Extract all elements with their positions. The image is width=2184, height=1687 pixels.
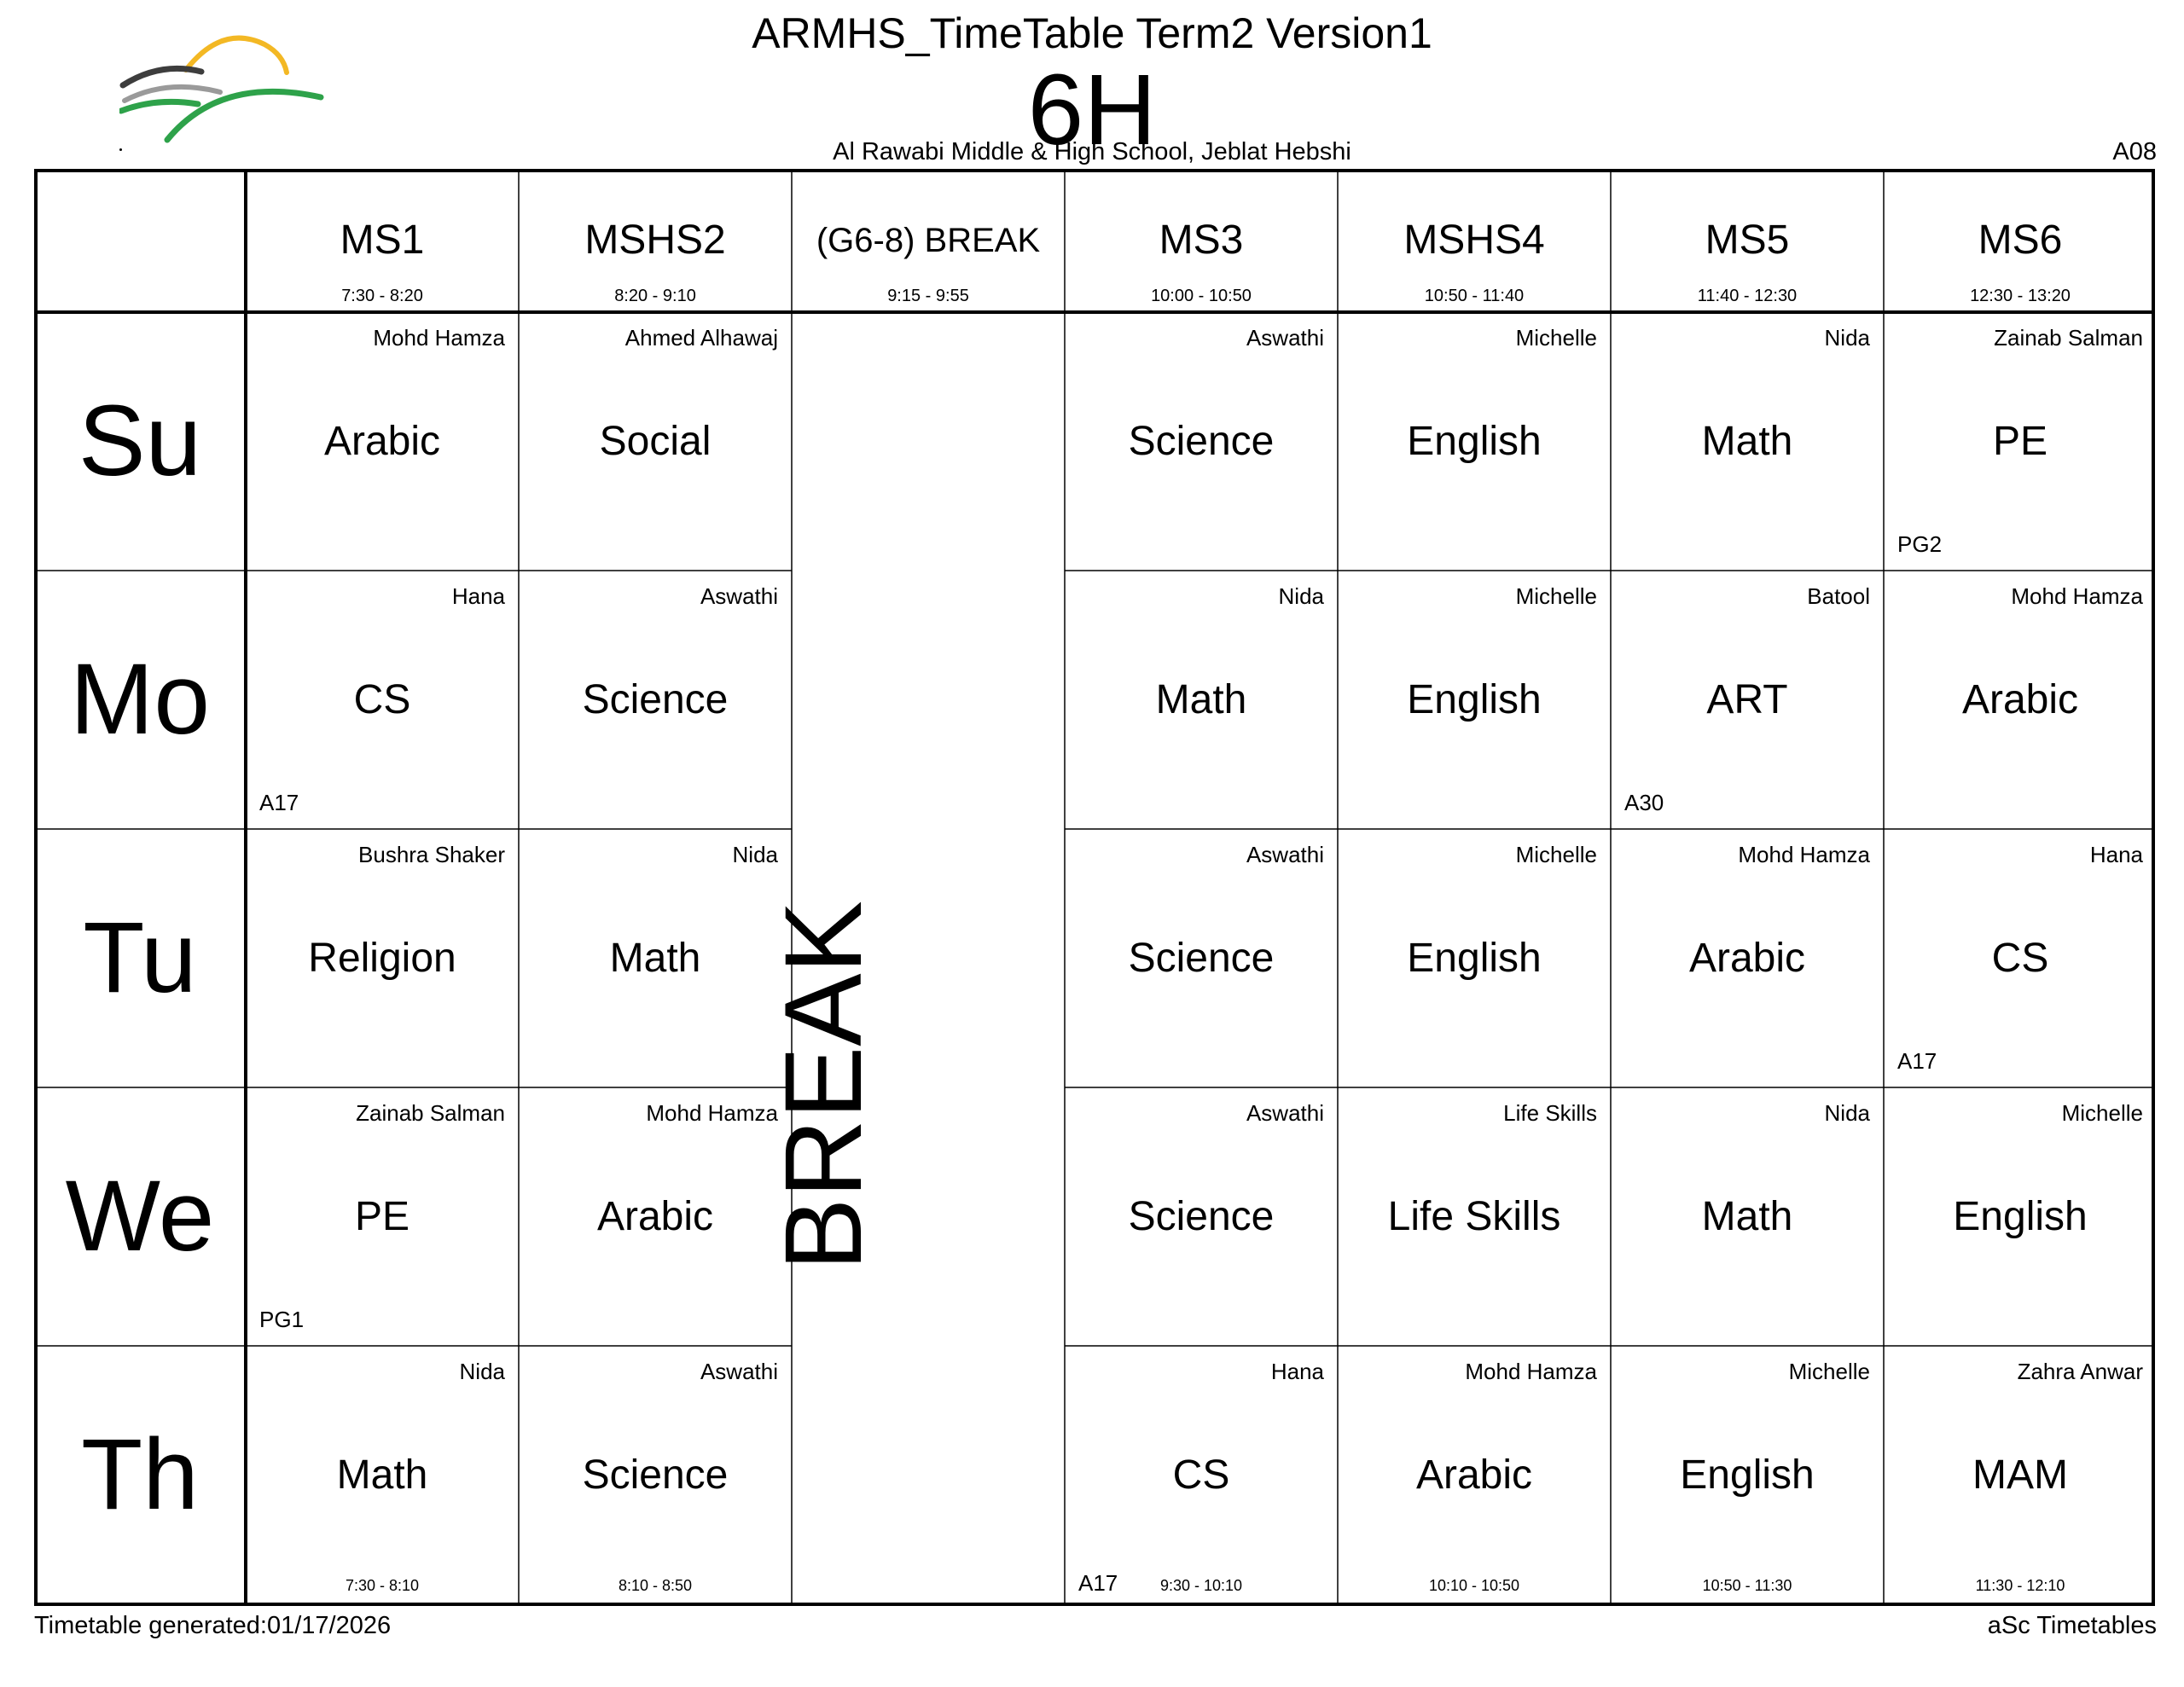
subject-name: English — [1407, 936, 1542, 981]
lesson-cell — [1611, 571, 1884, 829]
period-header-ms3: MS3 — [1159, 217, 1244, 263]
lesson-cell — [1338, 829, 1611, 1087]
lesson-cell — [519, 571, 792, 829]
teacher-name: Mohd Hamza — [646, 1100, 778, 1126]
day-label-we: We — [65, 1160, 215, 1272]
teacher-name: Aswathi — [700, 583, 778, 609]
lesson-cell — [1065, 829, 1338, 1087]
lesson-cell — [1338, 1346, 1611, 1604]
lesson-cell — [1065, 312, 1338, 571]
day-label-mo: Mo — [70, 643, 210, 756]
subject-name: CS — [1172, 1452, 1230, 1498]
lesson-cell — [519, 312, 792, 571]
subject-name: CS — [353, 677, 411, 722]
lesson-cell — [1338, 1087, 1611, 1346]
teacher-name: Nida — [1824, 325, 1870, 351]
subject-name: CS — [1991, 936, 2049, 981]
period-time-mshs2: 8:20 - 9:10 — [614, 287, 696, 305]
subject-name: Religion — [308, 936, 456, 981]
lesson-cell — [246, 571, 519, 829]
lesson-cell — [1338, 312, 1611, 571]
lesson-cell — [1065, 1087, 1338, 1346]
subject-name: Arabic — [1415, 1452, 1533, 1498]
lesson-cell — [1065, 1346, 1338, 1604]
subject-name: Science — [1128, 1194, 1275, 1239]
subject-name: Social — [599, 419, 712, 464]
school-name: Al Rawabi Middle & High School, Jeblat Hebshi — [833, 138, 1351, 165]
teacher-name: Aswathi — [1246, 842, 1324, 867]
subject-name: Science — [582, 677, 729, 722]
lesson-cell — [519, 829, 792, 1087]
subject-name: Math — [609, 936, 701, 981]
subject-name: English — [1680, 1452, 1815, 1498]
lesson-cell — [1611, 1087, 1884, 1346]
lesson-cell — [246, 1346, 519, 1604]
room-code: A17 — [259, 790, 299, 815]
subject-name: MAM — [1972, 1452, 2068, 1498]
teacher-name: Batool — [1807, 583, 1870, 609]
period-header-ms1: MS1 — [340, 217, 425, 263]
subject-name: English — [1407, 419, 1542, 464]
teacher-name: Ahmed Alhawaj — [624, 325, 778, 351]
teacher-name: Mohd Hamza — [373, 325, 505, 351]
teacher-name: Michelle — [1515, 583, 1597, 609]
lesson-time: 7:30 - 8:10 — [345, 1577, 420, 1594]
teacher-name: Aswathi — [1246, 1100, 1324, 1126]
room-code: A17 — [1897, 1048, 1937, 1074]
teacher-name: Hana — [2089, 842, 2143, 867]
lesson-cell — [1884, 1346, 2157, 1604]
subject-name: Arabic — [323, 419, 441, 464]
lesson-time: 11:30 - 12:10 — [1975, 1577, 2065, 1594]
period-time-ms3: 10:00 - 10:50 — [1151, 287, 1252, 305]
period-time-mshs4: 10:50 - 11:40 — [1424, 287, 1525, 305]
subject-name: PE — [354, 1194, 410, 1239]
teacher-name: Michelle — [1788, 1359, 1870, 1384]
room-code: PG2 — [1897, 531, 1943, 557]
subject-name: PE — [1992, 419, 2048, 464]
subject-name: Arabic — [596, 1194, 714, 1239]
teacher-name: Zainab Salman — [356, 1100, 505, 1126]
lesson-time: 10:10 - 10:50 — [1428, 1577, 1520, 1594]
timetable-grid — [34, 169, 2155, 1606]
lesson-cell — [1884, 829, 2157, 1087]
lesson-time: 8:10 - 8:50 — [618, 1577, 693, 1594]
period-time-ms1: 7:30 - 8:20 — [341, 287, 423, 305]
subject-name: Science — [1128, 419, 1275, 464]
day-label-th: Th — [81, 1418, 199, 1531]
teacher-name: Michelle — [1515, 842, 1597, 867]
subject-name: Math — [336, 1452, 428, 1498]
period-header-break: (G6-8) BREAK — [816, 222, 1041, 259]
break-label: BREAK — [763, 901, 885, 1271]
lesson-cell — [246, 312, 519, 571]
teacher-name: Hana — [1270, 1359, 1324, 1384]
room-code: A17 — [1078, 1570, 1118, 1596]
subject-name: Math — [1701, 419, 1793, 464]
period-header-mshs2: MSHS2 — [584, 217, 726, 263]
day-label-tu: Tu — [83, 901, 197, 1014]
teacher-name: Mohd Hamza — [1465, 1359, 1597, 1384]
lesson-time: 9:30 - 10:10 — [1159, 1577, 1243, 1594]
period-header-mshs4: MSHS4 — [1403, 217, 1545, 263]
subject-name: Arabic — [1688, 936, 1806, 981]
class-name: 6H — [1027, 54, 1157, 166]
room-code: PG1 — [259, 1307, 305, 1332]
teacher-name: Mohd Hamza — [1738, 842, 1870, 867]
teacher-name: Life Skills — [1503, 1100, 1597, 1126]
generated-date: Timetable generated:01/17/2026 — [34, 1612, 392, 1639]
subject-name: English — [1953, 1194, 2088, 1239]
lesson-cell — [1065, 571, 1338, 829]
lesson-cell — [1884, 571, 2157, 829]
teacher-name: Zahra Anwar — [2017, 1359, 2143, 1384]
subject-name: Arabic — [1961, 677, 2079, 722]
subject-name: Life Skills — [1387, 1194, 1561, 1239]
lesson-time: 10:50 - 11:30 — [1702, 1577, 1792, 1594]
lesson-cell — [246, 1087, 519, 1346]
subject-name: Math — [1701, 1194, 1793, 1239]
teacher-name: Michelle — [1515, 325, 1597, 351]
period-header-ms6: MS6 — [1978, 217, 2063, 263]
subject-name: ART — [1706, 677, 1788, 722]
software-credit: aSc Timetables — [1987, 1612, 2157, 1639]
subject-name: Math — [1155, 677, 1247, 722]
teacher-name: Nida — [1278, 583, 1324, 609]
home-room: A08 — [2112, 138, 2157, 165]
period-header-ms5: MS5 — [1705, 217, 1790, 263]
teacher-name: Bushra Shaker — [358, 842, 505, 867]
lesson-cell — [519, 1087, 792, 1346]
lesson-cell — [1611, 1346, 1884, 1604]
lesson-cell — [1338, 571, 1611, 829]
period-time-break: 9:15 - 9:55 — [887, 287, 969, 305]
day-label-su: Su — [78, 385, 202, 497]
lesson-cell — [1884, 1087, 2157, 1346]
teacher-name: Aswathi — [1246, 325, 1324, 351]
teacher-name: Zainab Salman — [1994, 325, 2143, 351]
lesson-cell — [1884, 312, 2157, 571]
subject-name: English — [1407, 677, 1542, 722]
teacher-name: Michelle — [2061, 1100, 2143, 1126]
period-time-ms5: 11:40 - 12:30 — [1697, 287, 1798, 305]
lesson-cell — [246, 829, 519, 1087]
teacher-name: Aswathi — [700, 1359, 778, 1384]
lesson-cell — [519, 1346, 792, 1604]
lesson-cell — [1611, 829, 1884, 1087]
teacher-name: Nida — [732, 842, 778, 867]
teacher-name: Nida — [1824, 1100, 1870, 1126]
page-title: ARMHS_TimeTable Term2 Version1 — [752, 9, 1432, 57]
teacher-name: Nida — [459, 1359, 505, 1384]
teacher-name: Mohd Hamza — [2011, 583, 2143, 609]
subject-name: Science — [582, 1452, 729, 1498]
room-code: A30 — [1624, 790, 1664, 815]
lesson-cell — [1611, 312, 1884, 571]
period-time-ms6: 12:30 - 13:20 — [1970, 287, 2071, 305]
teacher-name: Hana — [451, 583, 505, 609]
subject-name: Science — [1128, 936, 1275, 981]
